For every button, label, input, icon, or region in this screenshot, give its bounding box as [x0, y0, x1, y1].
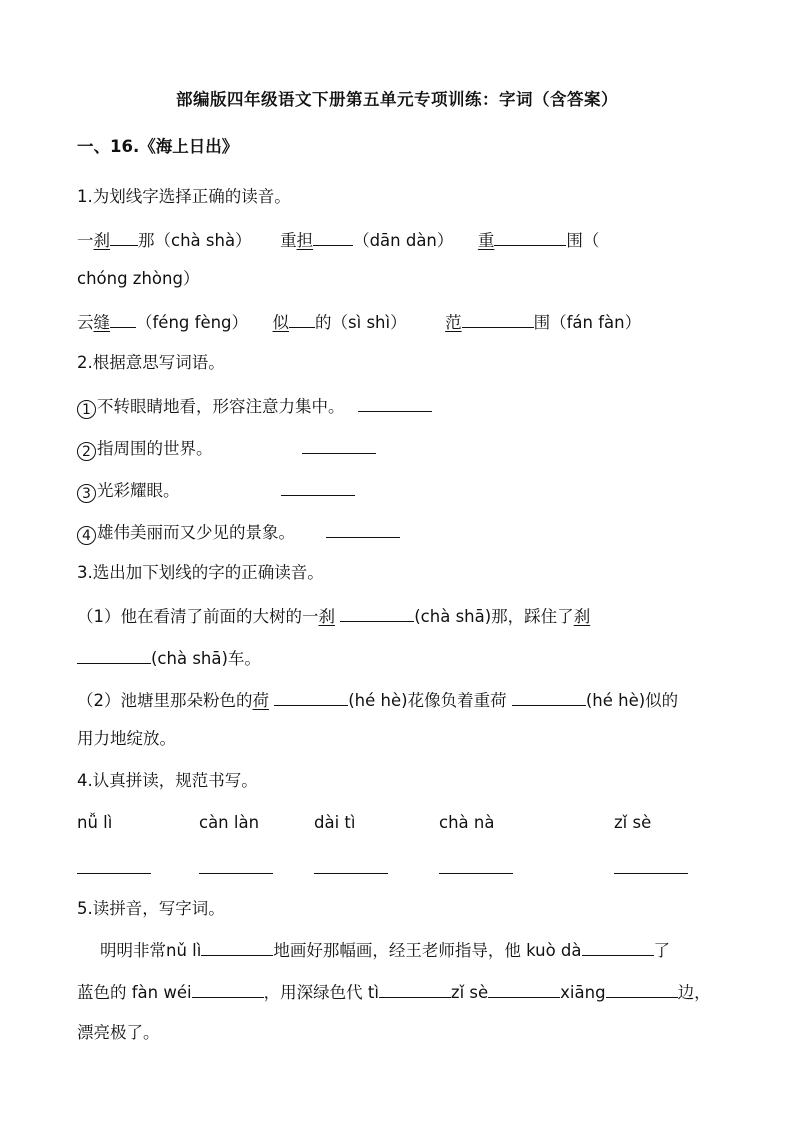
text: 边， [677, 983, 711, 1002]
underlined-char: 刹 [93, 231, 110, 250]
text: （dān dàn） [353, 231, 454, 250]
answer-blank[interactable] [606, 980, 678, 998]
answer-blank[interactable] [199, 873, 273, 874]
q5-line-2 [77, 980, 754, 1004]
text: (chà shā)车。 [151, 649, 261, 668]
text: 的（sì shì） [315, 313, 407, 332]
q2-item-3 [77, 478, 754, 503]
text: 一 [77, 231, 94, 250]
underlined-char: 刹 [573, 607, 591, 626]
answer-blank[interactable] [494, 228, 566, 246]
q2-item-2 [77, 436, 754, 461]
answer-blank[interactable] [110, 310, 136, 328]
pinyin-5: zǐ sè [614, 813, 652, 832]
circled-number: 3 [77, 484, 96, 503]
answer-blank[interactable] [201, 938, 273, 956]
pinyin-3: dài tì [314, 813, 356, 832]
answer-blank[interactable] [326, 520, 400, 538]
item-text: 不转眼睛地看，形容注意力集中。 [97, 397, 345, 416]
answer-blank[interactable] [192, 980, 264, 998]
q3-line-1 [77, 604, 754, 628]
answer-blank[interactable] [358, 394, 432, 412]
pinyin-1: nǚ lì [77, 813, 113, 832]
underlined-char: 似 [272, 313, 290, 332]
answer-blank[interactable] [488, 980, 560, 998]
text: 围（fán fàn） [533, 313, 642, 332]
q2-heading: 2.根据意思写词语。 [77, 353, 225, 372]
text: 云 [77, 313, 94, 332]
text: 了 [653, 941, 671, 960]
answer-blank[interactable] [614, 873, 688, 874]
q5-heading: 5.读拼音，写字词。 [77, 899, 225, 918]
text: zǐ sè [450, 983, 489, 1002]
item-text: 指周围的世界。 [97, 439, 213, 458]
answer-blank[interactable] [379, 980, 451, 998]
answer-blank[interactable] [274, 688, 348, 706]
q5-line-1 [100, 938, 754, 962]
answer-blank[interactable] [110, 228, 138, 246]
answer-blank[interactable] [281, 478, 355, 496]
text: xiāng [560, 983, 606, 1002]
answer-blank[interactable] [289, 310, 315, 328]
underlined-char: 重 [477, 231, 495, 250]
underlined-char: 荷 [252, 691, 269, 710]
answer-blank[interactable] [462, 310, 534, 328]
text: (chà shā)那，踩住了 [414, 607, 574, 626]
item-text: 雄伟美丽而又少见的景象。 [97, 523, 295, 542]
text: （féng fèng） [136, 313, 249, 332]
answer-blank[interactable] [302, 436, 376, 454]
circled-number: 4 [77, 526, 96, 545]
q4-heading: 4.认真拼读，规范书写。 [77, 771, 258, 790]
text: (hé hè)花像负着重荷 [348, 691, 507, 710]
q3-line-3 [77, 688, 754, 712]
pinyin-4: chà nà [439, 813, 495, 832]
text: (hé hè)似的 [585, 691, 679, 710]
answer-blank[interactable] [314, 873, 388, 874]
text: 那（chà shà） [138, 231, 252, 250]
text: 地画好那幅画，经王老师指导，他 kuò dà [273, 941, 582, 960]
q1-line-1 [77, 228, 754, 252]
text: 重 [280, 231, 297, 250]
q1-heading: 1.为划线字选择正确的读音。 [77, 187, 291, 206]
text: 蓝色的 fàn wéi [77, 983, 192, 1002]
answer-blank[interactable] [582, 938, 654, 956]
circled-number: 1 [77, 400, 96, 419]
text: （2）池塘里那朵粉色的 [77, 691, 253, 710]
q1-line-2: chóng zhòng） [77, 269, 200, 288]
text: 围（ [566, 231, 600, 250]
underlined-char: 担 [296, 231, 314, 250]
circled-number: 2 [77, 442, 96, 461]
text: 明明非常nǔ lì [100, 941, 202, 960]
answer-blank[interactable] [313, 228, 353, 246]
underlined-char: 范 [445, 313, 462, 332]
answer-blank[interactable] [439, 873, 513, 874]
section-heading: 一、16.《海上日出》 [77, 137, 239, 156]
q3-line-2 [77, 646, 754, 670]
answer-blank[interactable] [340, 604, 414, 622]
q2-item-4 [77, 520, 754, 545]
q3-line-4: 用力地绽放。 [77, 729, 176, 748]
underlined-char: 缝 [93, 313, 110, 332]
text: ，用深绿色代 tì [263, 983, 379, 1002]
answer-blank[interactable] [77, 646, 151, 664]
text: （1）他在看清了前面的大树的一 [77, 607, 319, 626]
pinyin-2: càn làn [199, 813, 260, 832]
answer-blank[interactable] [512, 688, 586, 706]
q2-item-1 [77, 394, 754, 419]
q3-heading: 3.选出加下划线的字的正确读音。 [77, 563, 324, 582]
q5-line-3: 漂亮极了。 [77, 1023, 160, 1042]
q1-line-3 [77, 310, 754, 334]
answer-blank[interactable] [77, 873, 151, 874]
underlined-char: 刹 [318, 607, 335, 626]
page-title: 部编版四年级语文下册第五单元专项训练：字词（含答案） [176, 90, 618, 109]
item-text: 光彩耀眼。 [97, 481, 180, 500]
